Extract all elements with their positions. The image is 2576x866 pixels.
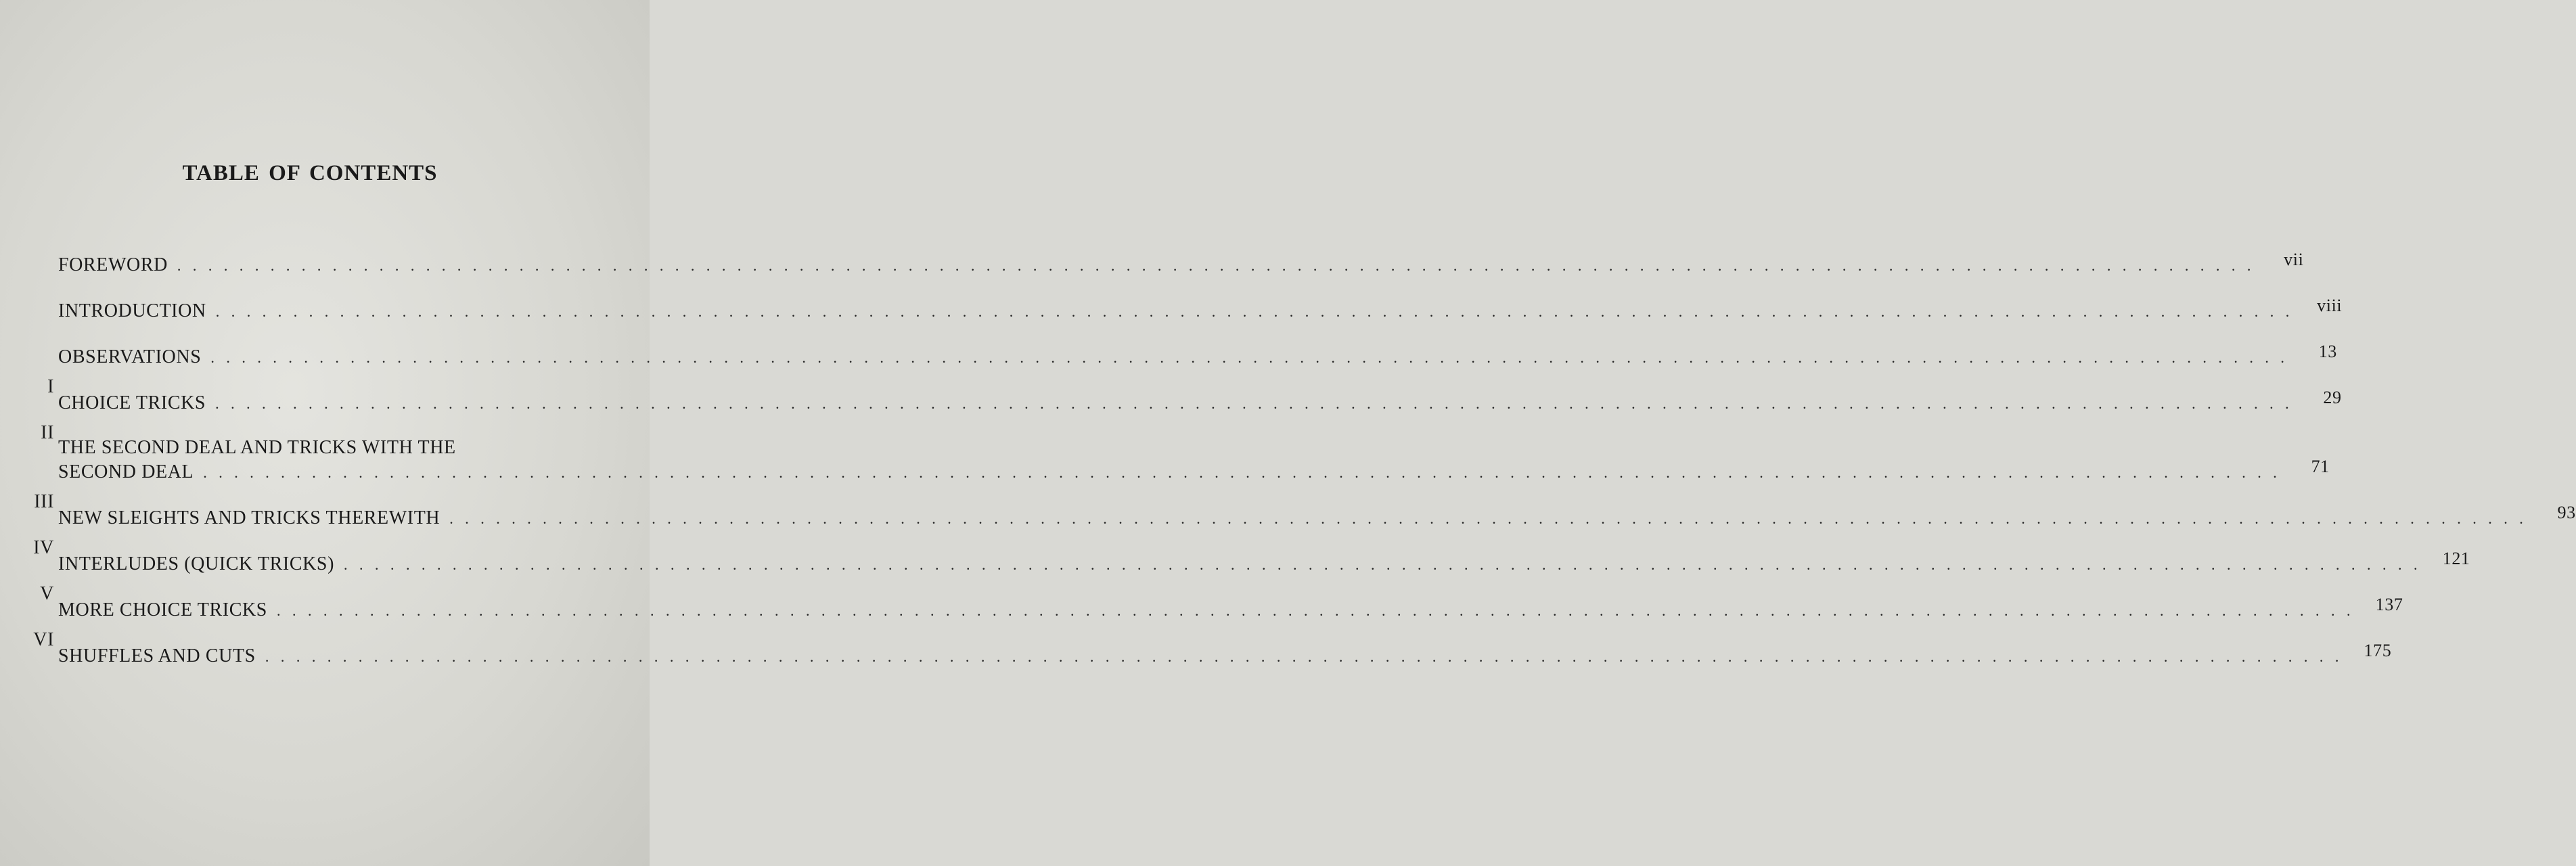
page-number: 93	[2557, 503, 2576, 522]
dot-leader	[177, 257, 2255, 275]
chapter-title: MORE CHOICE TRICKS	[58, 599, 267, 620]
toc-entry-chapter-3	[20, 483, 2576, 529]
chapter-title: INTRODUCTION	[58, 300, 206, 321]
chapter-number: II	[41, 422, 54, 443]
chapter-number	[20, 322, 58, 330]
chapter-number	[20, 230, 58, 238]
toc-entry-chapter-2	[20, 414, 2330, 483]
toc-entry-chapter-4	[20, 529, 2470, 575]
dot-leader	[344, 556, 2422, 574]
dot-leader	[449, 510, 2527, 528]
toc-entry-chapter-1	[20, 368, 2342, 414]
page-number: 71	[2311, 457, 2330, 476]
toc-entry-chapter-5	[20, 575, 2403, 621]
page-title: TABLE OF CONTENTS	[182, 161, 438, 185]
chapter-title: NEW SLEIGHTS AND TRICKS THEREWITH	[58, 507, 440, 528]
page-number: 13	[2318, 342, 2337, 361]
chapter-title: OBSERVATIONS	[58, 346, 202, 367]
chapter-title: INTERLUDES (QUICK TRICKS)	[58, 553, 335, 574]
chapter-title: FOREWORD	[58, 254, 168, 275]
chapter-number: IV	[33, 537, 54, 558]
page-number: 137	[2375, 595, 2403, 614]
table-of-contents	[20, 230, 2576, 667]
chapter-title: SHUFFLES AND CUTS	[58, 645, 256, 666]
chapter-number: I	[47, 376, 54, 397]
dot-leader	[265, 648, 2343, 666]
dot-leader	[203, 464, 2281, 482]
page-number: 121	[2442, 549, 2470, 568]
chapter-number	[20, 276, 58, 284]
toc-entry-introduction	[20, 276, 2343, 322]
page-number: 29	[2323, 388, 2342, 407]
chapter-title: CHOICE TRICKS	[58, 392, 206, 413]
toc-entry-chapter-6	[20, 621, 2392, 667]
toc-entry-observations	[20, 322, 2337, 368]
chapter-number: III	[34, 491, 54, 512]
chapter-number: V	[40, 583, 54, 604]
chapter-title-line-2: SECOND DEAL	[58, 461, 194, 482]
chapter-number: VI	[33, 629, 54, 650]
toc-entry-foreword	[20, 230, 2304, 276]
dot-leader	[215, 395, 2293, 413]
dot-leader	[210, 349, 2288, 367]
page-number: 175	[2364, 641, 2392, 660]
page-number: vii	[2284, 250, 2304, 269]
chapter-title-line-1: THE SECOND DEAL AND TRICKS WITH THE	[58, 437, 456, 458]
dot-leader	[216, 303, 2294, 321]
dot-leader	[277, 602, 2355, 620]
page-number: viii	[2317, 296, 2343, 315]
